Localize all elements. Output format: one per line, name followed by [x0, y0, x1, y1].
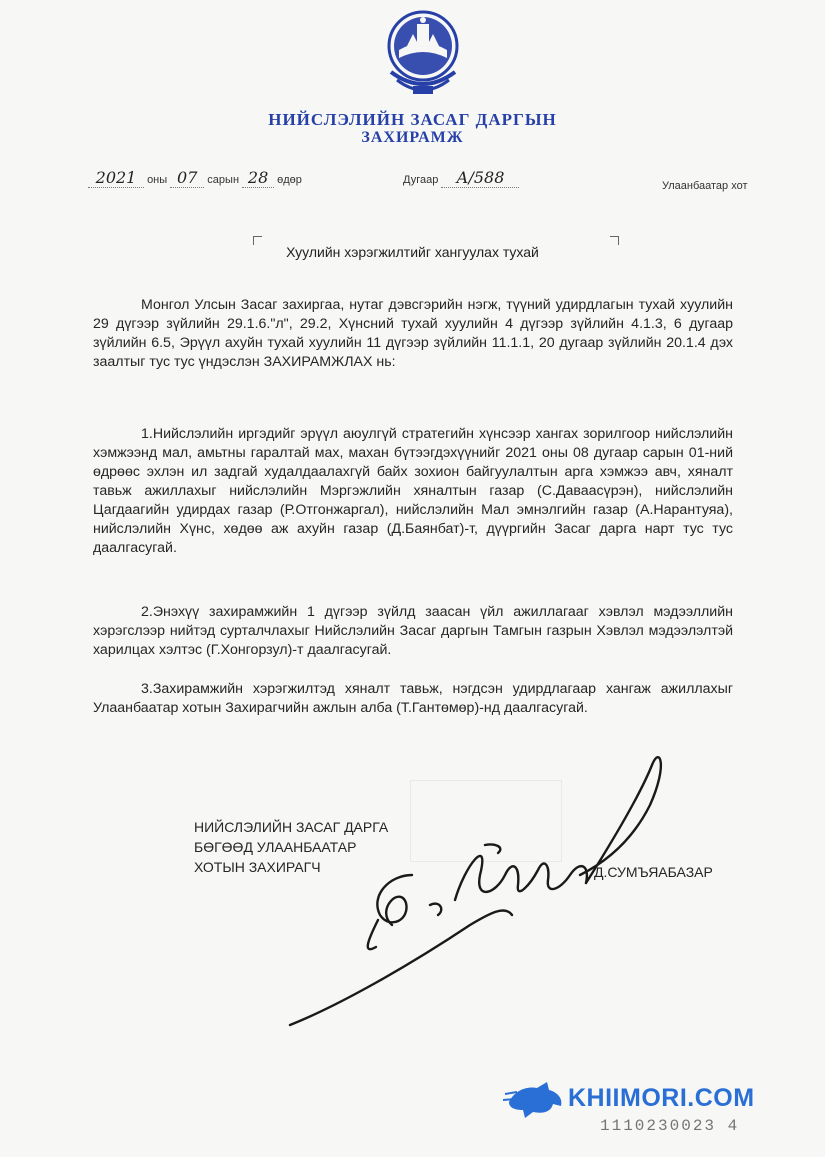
signatory-name: Д.СУМЪЯАБАЗАР: [594, 864, 713, 880]
signatory-title-line3: ХОТЫН ЗАХИРАГЧ: [194, 859, 321, 875]
issue-date: [88, 168, 302, 188]
issue-city: Улаанбаатар хот: [662, 180, 748, 192]
document-type-title: ЗАХИРАМЖ: [361, 129, 464, 146]
date-day: 28: [242, 168, 274, 188]
number-label: Дугаар: [403, 174, 439, 186]
date-day-suffix: өдөр: [277, 174, 302, 186]
state-emblem-icon: [377, 6, 469, 100]
date-month-suffix: сарын: [207, 174, 240, 186]
handwritten-signature: [280, 725, 700, 1035]
signatory-title-line2: БӨГӨӨД УЛААНБААТАР: [194, 839, 357, 855]
document-subject: Хуулийн хэрэгжилтийг хангуулах тухай: [286, 244, 539, 260]
clause-2-paragraph: 2.Энэхүү захирамжийн 1 дүгээр зүйлд заасан үйл ажиллагааг хэвлэл мэдээллийн хэрэгслээр нийтэд сурталчлахыг Нийслэлийн Засаг даргын Тамгын газрын Хэвлэл мэдээлэлтэй харилцах хэлтэс (Г.Хонгорзул)-т даалгасугай.: [93, 604, 733, 658]
preamble-paragraph: Монгол Улсын Засаг захиргаа, нутаг дэвсгэрийн нэгж, түүний удирдлагын тухай хуулийн 29 дүгээр зүйлийн 29.1.6."л", 29.2, Хүнсний тухай хуулийн 4 дүгээр зүйлийн 4.1.3, 6 дугаар зүйлийн 6.5, Эрүүл ахуйн тухай хуулийн 11 дүгээр зүйлийн 11.1.1, 20 дугаар зүйлийн 20.1.4 дэх заалтыг тус тус үндэслэн ЗАХИРАМЖЛАХ нь:: [93, 297, 733, 370]
date-month: 07: [170, 168, 204, 188]
clause-3-paragraph: 3.Захирамжийн хэрэгжилтэд хяналт тавьж, нэгдсэн удирдлагаар хангаж ажиллахыг Улаанбаатар хотын Захирагчийн ажлын алба (Т.Гантөмөр)-нд даалгасугай.: [93, 681, 733, 716]
date-year: 2021: [88, 168, 144, 188]
org-title: НИЙСЛЭЛИЙН ЗАСАГ ДАРГЫН: [268, 110, 557, 129]
footer-code: 1110230023 4: [600, 1117, 740, 1135]
date-year-suffix: оны: [147, 174, 168, 186]
watermark-text: KHIIMORI.COM: [568, 1084, 755, 1112]
clause-1-paragraph: 1.Нийслэлийн иргэдийг эрүүл аюулгүй стратегийн хүнсээр хангах зорилгоор нийслэлийн хэмжээнд мал, амьтны гаралтай мах, махан бүтээгдэхүүнийг 2021 оны 08 дугаар сарын 01-ний өдрөөс эхлэн ил задгай худалдаалахгүй байх зохион байгуулалтын арга хэмжээ авч, хяналт тавьж ажиллахыг нийслэлийн Мэргэжлийн хяналтын газар (С.Даваасүрэн), нийслэлийн Цагдаагийн удирдах газар (Р.Отгонжаргал), нийслэлийн Мал эмнэлгийн газар (А.Нарантуяа), нийслэлийн Хүнс, хөдөө аж ахуйн газар (Д.Баянбат)-т, дүүргийн Засаг дарга нарт тус тус даалгасугай.: [93, 426, 733, 556]
signatory-title-line1: НИЙСЛЭЛИЙН ЗАСАГ ДАРГА: [194, 819, 389, 835]
document-number: [403, 168, 519, 188]
number-value: А/588: [441, 168, 519, 188]
